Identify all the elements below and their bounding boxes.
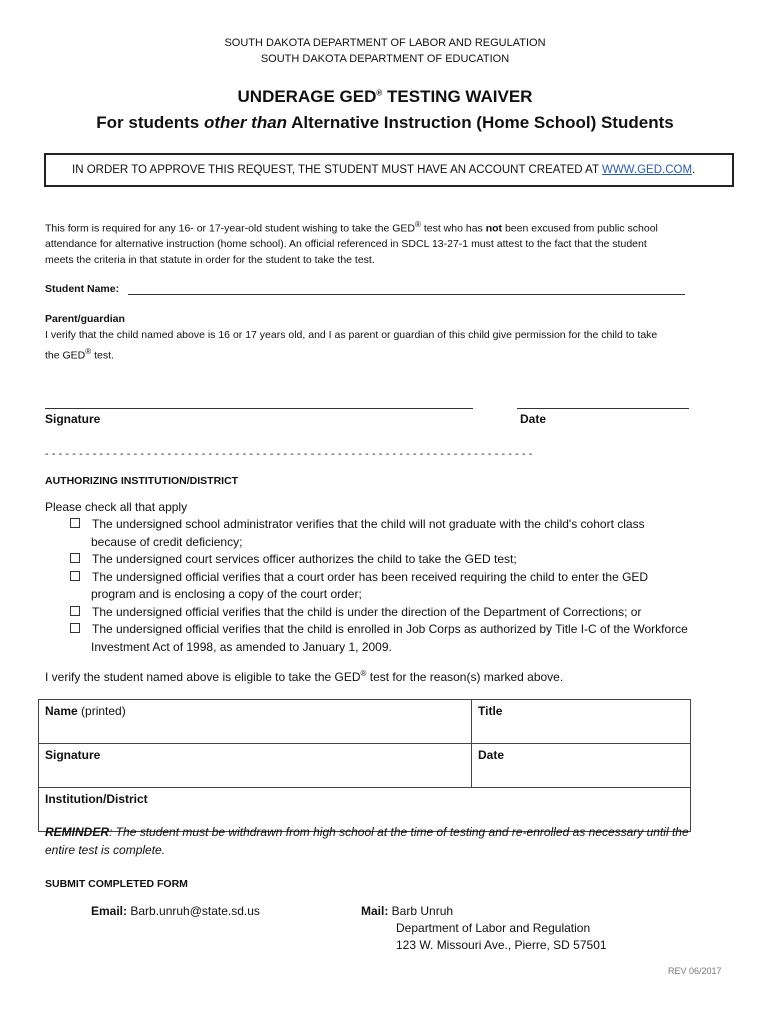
authorizing-checklist (70, 516, 750, 656)
intro-text-a: This form is required for any 16- or 17-year-old student wishing to take the GED (45, 222, 416, 235)
email-address[interactable]: Barb.unruh@state.sd.us (127, 904, 260, 918)
student-name-label: Student Name: (45, 283, 120, 295)
checklist-item-text: The undersigned court services officer authorizes the child to take the GED test; (92, 552, 517, 566)
reminder-text: : The student must be withdrawn from high school at the time of testing and re-enrolled as necessary until the (109, 825, 689, 839)
submit-heading: SUBMIT COMPLETED FORM (45, 878, 188, 890)
reminder (45, 824, 745, 859)
title-cell[interactable] (472, 700, 691, 744)
department-line-1: SOUTH DAKOTA DEPARTMENT OF LABOR AND REGULATION (224, 37, 546, 49)
signature-label: Signature (45, 412, 101, 426)
parent-line-2b: test. (91, 349, 114, 361)
parent-date-field[interactable] (517, 408, 689, 409)
parent-statement (45, 328, 745, 364)
reminder-line-2: entire test is complete. (45, 842, 166, 857)
checkbox-administrator[interactable] (70, 518, 80, 528)
notice-end: . (692, 164, 696, 176)
subtitle-emphasis: other than (203, 113, 288, 132)
intro-line-2: attendance for alternative instruction (home school). An official referenced in SDCL 13-27-1 must attest to the fact that the student (45, 238, 647, 250)
intro-paragraph (45, 217, 735, 268)
name-label-rest: (printed) (77, 704, 126, 718)
verify-text-a: I verify the student named above is eligible to take the GED (45, 670, 361, 684)
parent-line-2 (45, 344, 745, 364)
registered-mark: ® (360, 669, 367, 678)
subtitle-part-2: Alternative Instruction (Home School) Students (287, 113, 674, 132)
official-signature-label: Signature (45, 748, 101, 762)
email-line (91, 903, 260, 921)
reminder-label: REMINDER (45, 825, 110, 839)
date-label: Date (520, 412, 547, 426)
intro-line-1 (45, 217, 735, 237)
checklist-item (70, 551, 750, 569)
parent-line-2a: the GED (45, 349, 86, 361)
official-date-cell[interactable] (472, 744, 691, 788)
checkbox-corrections[interactable] (70, 606, 80, 616)
checklist-item (70, 569, 750, 604)
checklist-item-text: The undersigned school administrator verifies that the child will not graduate with the child's cohort class (92, 517, 645, 531)
title-text: UNDERAGE GED (237, 87, 377, 106)
mail-line (361, 903, 453, 921)
checklist-item-text-cont: program and is enclosing a copy of the court order; (91, 587, 362, 601)
registered-mark: ® (376, 88, 383, 98)
email-label: Email: (91, 904, 128, 918)
parent-heading: Parent/guardian (45, 313, 125, 325)
registered-mark: ® (85, 346, 92, 356)
institution-label: Institution/District (45, 792, 148, 806)
checklist-item-text-cont: because of credit deficiency; (91, 534, 243, 549)
ged-website-link[interactable]: WWW.GED.COM (601, 164, 693, 176)
notice-text: IN ORDER TO APPROVE THIS REQUEST, THE STUDENT MUST HAVE AN ACCOUNT CREATED AT (72, 164, 602, 176)
mail-address-line-3: 123 W. Missouri Ave., Pierre, SD 57501 (396, 938, 607, 952)
mail-name: Barb Unruh (388, 904, 454, 918)
parent-line-1: I verify that the child named above is 16 or 17 years old, and I as parent or guardian of this child give permission for the child to take (45, 329, 658, 341)
checkbox-court-services[interactable] (70, 553, 80, 563)
title-text-end: TESTING WAIVER (382, 87, 533, 106)
form-title (0, 87, 770, 107)
reminder-line-1 (45, 824, 745, 842)
checklist-item-text: The undersigned official verifies that the child is enrolled in Job Corps as authorized by Title I-C of the Workforce (92, 622, 688, 636)
verify-text-b: test for the reason(s) marked above. (366, 670, 564, 684)
title-label: Title (478, 704, 503, 718)
checklist-item (70, 621, 750, 656)
mail-address-line-2: Department of Labor and Regulation (396, 921, 591, 935)
official-signature-cell[interactable] (39, 744, 472, 788)
official-info-table (38, 699, 691, 832)
checklist-item-text: The undersigned official verifies that the child is under the direction of the Department of Corrections; or (92, 604, 642, 619)
verify-statement (45, 665, 563, 687)
form-subtitle (0, 113, 770, 133)
student-name-field[interactable] (128, 294, 685, 295)
revision-date: REV 06/2017 (668, 966, 722, 976)
parent-signature-field[interactable] (45, 408, 473, 409)
name-label: Name (45, 704, 78, 718)
checklist-item (70, 516, 750, 551)
intro-not: not (485, 222, 503, 235)
intro-text-c: been excused from public school (502, 222, 658, 235)
mail-label: Mail: (361, 904, 389, 918)
intro-line-3: meets the criteria in that statute in order for the student to take the test. (45, 253, 375, 266)
check-all-label: Please check all that apply (45, 500, 188, 514)
notice-box (44, 153, 734, 187)
checkbox-job-corps[interactable] (70, 623, 80, 633)
subtitle-part-1: For students (96, 113, 204, 132)
checkbox-court-order[interactable] (70, 571, 80, 581)
dashed-divider: - - - - - - - - - - - - - - - - - - - - - - - - - - - - - - - - - - - - - - - - - - - - - - - - - - - - - - - - - - - - - - - - - - - - - - - - (45, 448, 533, 460)
official-date-label: Date (478, 748, 505, 762)
authorizing-heading: AUTHORIZING INSTITUTION/DISTRICT (45, 475, 239, 487)
department-line-2: SOUTH DAKOTA DEPARTMENT OF EDUCATION (260, 53, 510, 65)
name-printed-cell[interactable] (39, 700, 472, 744)
checklist-item (70, 604, 750, 622)
checklist-item-text: The undersigned official verifies that a court order has been received requiring the child to enter the GED (92, 569, 649, 584)
registered-mark: ® (415, 220, 421, 229)
checklist-item-text-cont: Investment Act of 1998, as amended to January 1, 2009. (91, 639, 392, 654)
intro-text-b: test who has (420, 222, 486, 235)
